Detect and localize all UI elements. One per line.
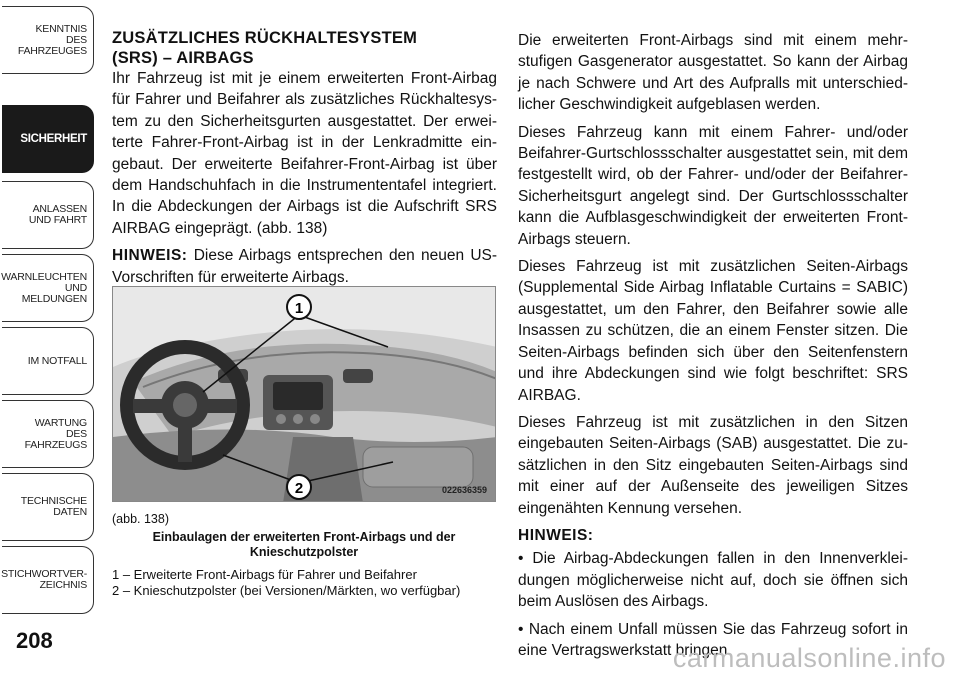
tab-technische-daten[interactable]: TECHNISCHE DATEN [2, 473, 94, 541]
paragraph-belt-buckle-switch: Dieses Fahrzeug kann mit einem Fahrer- und/oder Beifahrer-Gurtschlossschalter ausgestattet sein, mit dem festgestellt wird, ob der Fahrer- und/oder der Beifahrer-Sicherheitsgurt angelegt sind. Der Gurtschlossschalter kann die Aufblasgeschwindigkeit der erweiterten Front-Airbags steuern. [518, 123, 908, 248]
chapter-sidebar [0, 0, 100, 678]
page-number: 208 [16, 628, 53, 653]
dashboard-figure [112, 286, 496, 502]
note-text: Diese Airbags entsprechen den neuen US-Vorschriften für erweiterte Airbags. [112, 247, 498, 286]
callout-1-label: 1 [294, 300, 304, 317]
right-column [518, 30, 908, 667]
figure-reference: (abb. 138) [112, 512, 169, 526]
section-heading-line1: ZUSÄTZLICHES RÜCKHALTESYSTEM [112, 29, 418, 47]
callout-2-label: 2 [294, 480, 304, 497]
note-bullet-2: • Nach einem Unfall müssen Sie das Fahrzeug sofort in eine Vertragswerkstatt bringen. [518, 620, 908, 659]
note-heading: HINWEIS: [518, 526, 594, 544]
note-paragraph [112, 245, 497, 288]
tab-im-notfall[interactable]: IM NOTFALL [2, 327, 94, 395]
tab-anlassen-und-fahrt[interactable]: ANLASSEN UND FAHRT [2, 181, 94, 249]
paragraph-multistage-generator: Die erweiterten Front-Airbags sind mit einem mehrstufigen Gasgenerator ausgestattet. So kann der Airbag je nach Schwere und Art des Aufpralls mit unterschiedlicher Geschwindigkeit aufgeblasen werden. [518, 32, 908, 114]
legend-item-1: 1 – Erweiterte Front-Airbags für Fahrer und Beifahrer [112, 567, 417, 582]
left-column [112, 28, 497, 294]
figure-caption: Einbaulagen der erweiterten Front-Airbags und der Knieschutzpolster [152, 530, 456, 559]
tab-warnleuchten-und-meldungen[interactable]: WARNLEUCHTEN UND MELDUNGEN [2, 254, 94, 322]
legend-item-2: 2 – Knieschutzpolster (bei Versionen/Märkten, wo verfügbar) [112, 582, 461, 598]
paragraph-seat-airbags: Dieses Fahrzeug ist mit zusätzlichen in den Sitzen eingebauten Seiten-Airbags (SAB) ausgestattet. Die zusätzlichen in den Sitz eingebauten Seiten-Airbags sind mit einer auf der Außenseite des jeweiligen Sitzes eingenähten Kennung versehen. [518, 413, 908, 517]
callouts [113, 287, 496, 502]
section-heading [112, 28, 497, 68]
watermark: carmanualsonline.info [672, 643, 946, 673]
figure-legend [112, 567, 496, 598]
paragraph-side-curtains: Dieses Fahrzeug ist mit zusätzlichen Seiten-Airbags (Supplemental Side Airbag Inflatable Curtains = SABIC) ausgestattet, um den Fahrer, den Beifahrer sowie alle Insassen zu schützen, die an einem Fenster sitzen. Die Seiten-Airbags befinden sich über den Seitenfenstern und ihre Abdeckungen sind wie folgt beschriftet: SRS AIRBAG. [518, 258, 908, 404]
figure-code: 022636359 [441, 485, 487, 495]
tab-kenntnis-des-fahrzeuges[interactable]: KENNTNIS DES FAHRZEUGES [2, 6, 94, 74]
section-heading-line2: (SRS) – AIRBAGS [112, 49, 254, 67]
tab-wartung-des-fahrzeugs[interactable]: WARTUNG DES FAHRZEUGS [2, 400, 94, 468]
note-bullet-1: • Die Airbag-Abdeckungen fallen in den Innenverkleidungen möglicherweise nicht auf, doch sie öffnen sich beim Auslösen des Airbags. [518, 550, 908, 611]
note-label: HINWEIS: [112, 247, 188, 265]
intro-paragraph: Ihr Fahrzeug ist mit je einem erweiterten Front-Airbag für Fahrer und Beifahrer als zusätzliches Rückhaltesystem zu den Sicherheitsgurten ausgestattet. Der erweiterte Fahrer-Front-Airbag ist in der Lenkradmitte eingebaut. Der erweiterte Beifahrer-Front-Airbag ist über dem Handschuhfach in die Instrumententafel integriert. In die Abdeckungen der Airbags ist die Aufschrift SRS AIRBAG eingeprägt. (abb. 138) [112, 70, 497, 237]
tab-stichwortverzeichnis[interactable]: STICHWORTVER- ZEICHNIS [2, 546, 94, 614]
tab-sicherheit[interactable]: SICHERHEIT [2, 105, 94, 173]
